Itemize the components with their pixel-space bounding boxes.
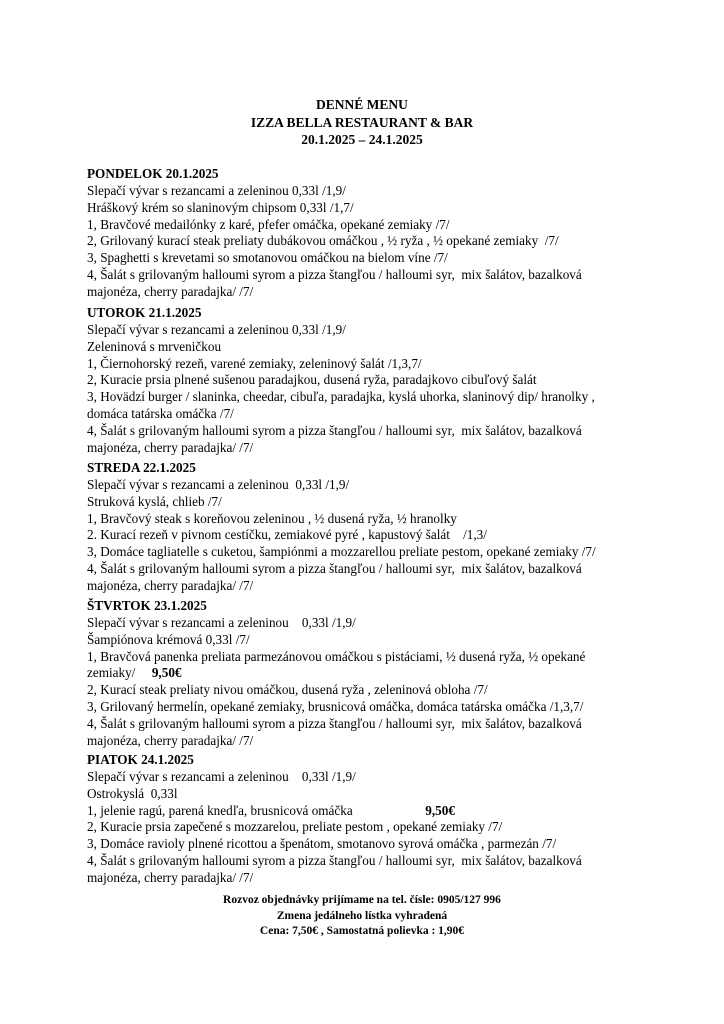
menu-line: 3, Hovädzí burger / slaninka, cheedar, cibuľa, paradajka, kyslá uhorka, slaninový dip/ hranolky , xyxy=(87,389,595,405)
menu-date-range: 20.1.2025 – 24.1.2025 xyxy=(301,132,423,147)
menu-line-with-price xyxy=(87,803,707,820)
menu-line: Slepačí vývar s rezancami a zeleninou 0,33l /1,9/ xyxy=(87,768,356,784)
menu-line: Slepačí vývar s rezancami a zeleninou 0,33l /1,9/ xyxy=(87,614,356,630)
day-title: PONDELOK 20.1.2025 xyxy=(87,166,219,181)
menu-line: 2. Kurací rezeň v pivnom cestíčku, zemiakové pyré , kapustový šalát /1,3/ xyxy=(87,527,487,543)
menu-line: majonéza, cherry paradajka/ /7/ xyxy=(87,283,254,299)
day-title: UTOROK 21.1.2025 xyxy=(87,305,202,320)
day-title: ŠTVRTOK 23.1.2025 xyxy=(87,598,207,613)
day-section-friday xyxy=(87,752,707,887)
menu-line: 3, Domáce tagliatelle s cuketou, šampiónmi a mozzarellou preliate pestom, opekané zemiaky /7/ xyxy=(87,544,596,560)
menu-line: 4, Šalát s grilovaným halloumi syrom a pizza štangľou / halloumi syr, mix šalátov, bazalková xyxy=(87,267,582,283)
menu-line-text: zemiaky/ xyxy=(87,665,152,681)
menu-line: 1, Bravčový steak s koreňovou zeleninou , ½ dusená ryža, ½ hranolky xyxy=(87,510,457,526)
menu-line: Zeleninová s mrveničkou xyxy=(87,338,222,354)
dish-price: 9,50€ xyxy=(425,802,455,818)
menu-line: 2, Kurací steak preliaty nivou omáčkou, dusená ryža , zeleninová obloha /7/ xyxy=(87,682,488,698)
menu-line: 3, Domáce ravioly plnené ricottou a špenátom, smotanovo syrová omáčka , parmezán /7/ xyxy=(87,836,557,852)
menu-line: majonéza, cherry paradajka/ /7/ xyxy=(87,869,254,885)
day-section-tuesday xyxy=(87,305,707,457)
menu-line: Ostrokyslá 0,33l xyxy=(87,785,178,801)
menu-line: 1, Čiernohorský rezeň, varené zemiaky, zeleninový šalát /1,3,7/ xyxy=(87,355,422,371)
menu-line: 2, Kuracie prsia plnené sušenou paradajkou, dusená ryža, paradajkovo cibuľový šalát xyxy=(87,372,537,388)
menu-line: majonéza, cherry paradajka/ /7/ xyxy=(87,732,254,748)
menu-title: DENNÉ MENU xyxy=(316,97,408,112)
menu-line: 4, Šalát s grilovaným halloumi syrom a pizza štangľou / halloumi syr, mix šalátov, bazalková xyxy=(87,561,582,577)
price-note: Cena: 7,50€ , Samostatná polievka : 1,90€ xyxy=(259,925,465,937)
menu-line: Slepačí vývar s rezancami a zeleninou 0,33l /1,9/ xyxy=(87,182,346,198)
day-section-wednesday xyxy=(87,460,707,595)
menu-line: majonéza, cherry paradajka/ /7/ xyxy=(87,577,254,593)
menu-line: Slepačí vývar s rezancami a zeleninou 0,33l /1,9/ xyxy=(87,476,350,492)
dish-price: 9,50€ xyxy=(151,665,182,681)
menu-line-text: 1, jelenie ragú, parená knedľa, brusnicová omáčka xyxy=(87,802,426,818)
menu-line: majonéza, cherry paradajka/ /7/ xyxy=(87,439,254,455)
menu-line-with-price xyxy=(87,665,707,682)
menu-line: 3, Spaghetti s krevetami so smotanovou omáčkou na bielom víne /7/ xyxy=(87,250,448,266)
menu-line: Šampiónova krémová 0,33l /7/ xyxy=(87,631,250,647)
day-title: PIATOK 24.1.2025 xyxy=(87,752,194,767)
menu-line: Slepačí vývar s rezancami a zeleninou 0,33l /1,9/ xyxy=(87,321,346,337)
menu-line: Struková kyslá, chlieb /7/ xyxy=(87,493,222,509)
menu-line: 4, Šalát s grilovaným halloumi syrom a pizza štangľou / halloumi syr, mix šalátov, bazalková xyxy=(87,422,582,438)
menu-change-note: Zmena jedálneho lístka vyhradená xyxy=(276,909,448,922)
menu-line: domáca tatárska omáčka /7/ xyxy=(87,406,234,422)
menu-line: 2, Kuracie prsia zapečené s mozzarelou, preliate pestom , opekané zemiaky /7/ xyxy=(87,819,503,835)
restaurant-name: IZZA BELLA RESTAURANT & BAR xyxy=(250,114,474,130)
menu-line: 1, Bravčové medailónky z karé, pfefer omáčka, opekané zemiaky /7/ xyxy=(87,216,450,232)
menu-line: 4, Šalát s grilovaným halloumi syrom a pizza štangľou / halloumi syr, mix šalátov, bazalková xyxy=(87,715,582,731)
day-section-thursday xyxy=(87,598,707,750)
day-section-monday xyxy=(87,166,707,301)
day-title: STREDA 22.1.2025 xyxy=(87,460,196,475)
menu-header xyxy=(0,96,724,149)
menu-line: 1, Bravčová panenka preliata parmezánovou omáčkou s pistáciami, ½ dusená ryža, ½ opekané xyxy=(87,648,586,664)
delivery-phone-note: Rozvoz objednávky prijímame na tel. čísle: 0905/127 996 xyxy=(223,894,501,906)
menu-line: Hráškový krém so slaninovým chipsom 0,33l /1,7/ xyxy=(87,199,354,215)
menu-line: 2, Grilovaný kurací steak preliaty dubákovou omáčkou , ½ ryža , ½ opekané zemiaky /7/ xyxy=(87,233,559,249)
menu-footer xyxy=(0,893,724,940)
menu-line: 4, Šalát s grilovaným halloumi syrom a pizza štangľou / halloumi syr, mix šalátov, bazalková xyxy=(87,853,582,869)
menu-line: 3, Grilovaný hermelín, opekané zemiaky, brusnicová omáčka, domáca tatárska omáčka /1,3,7/ xyxy=(87,699,584,715)
